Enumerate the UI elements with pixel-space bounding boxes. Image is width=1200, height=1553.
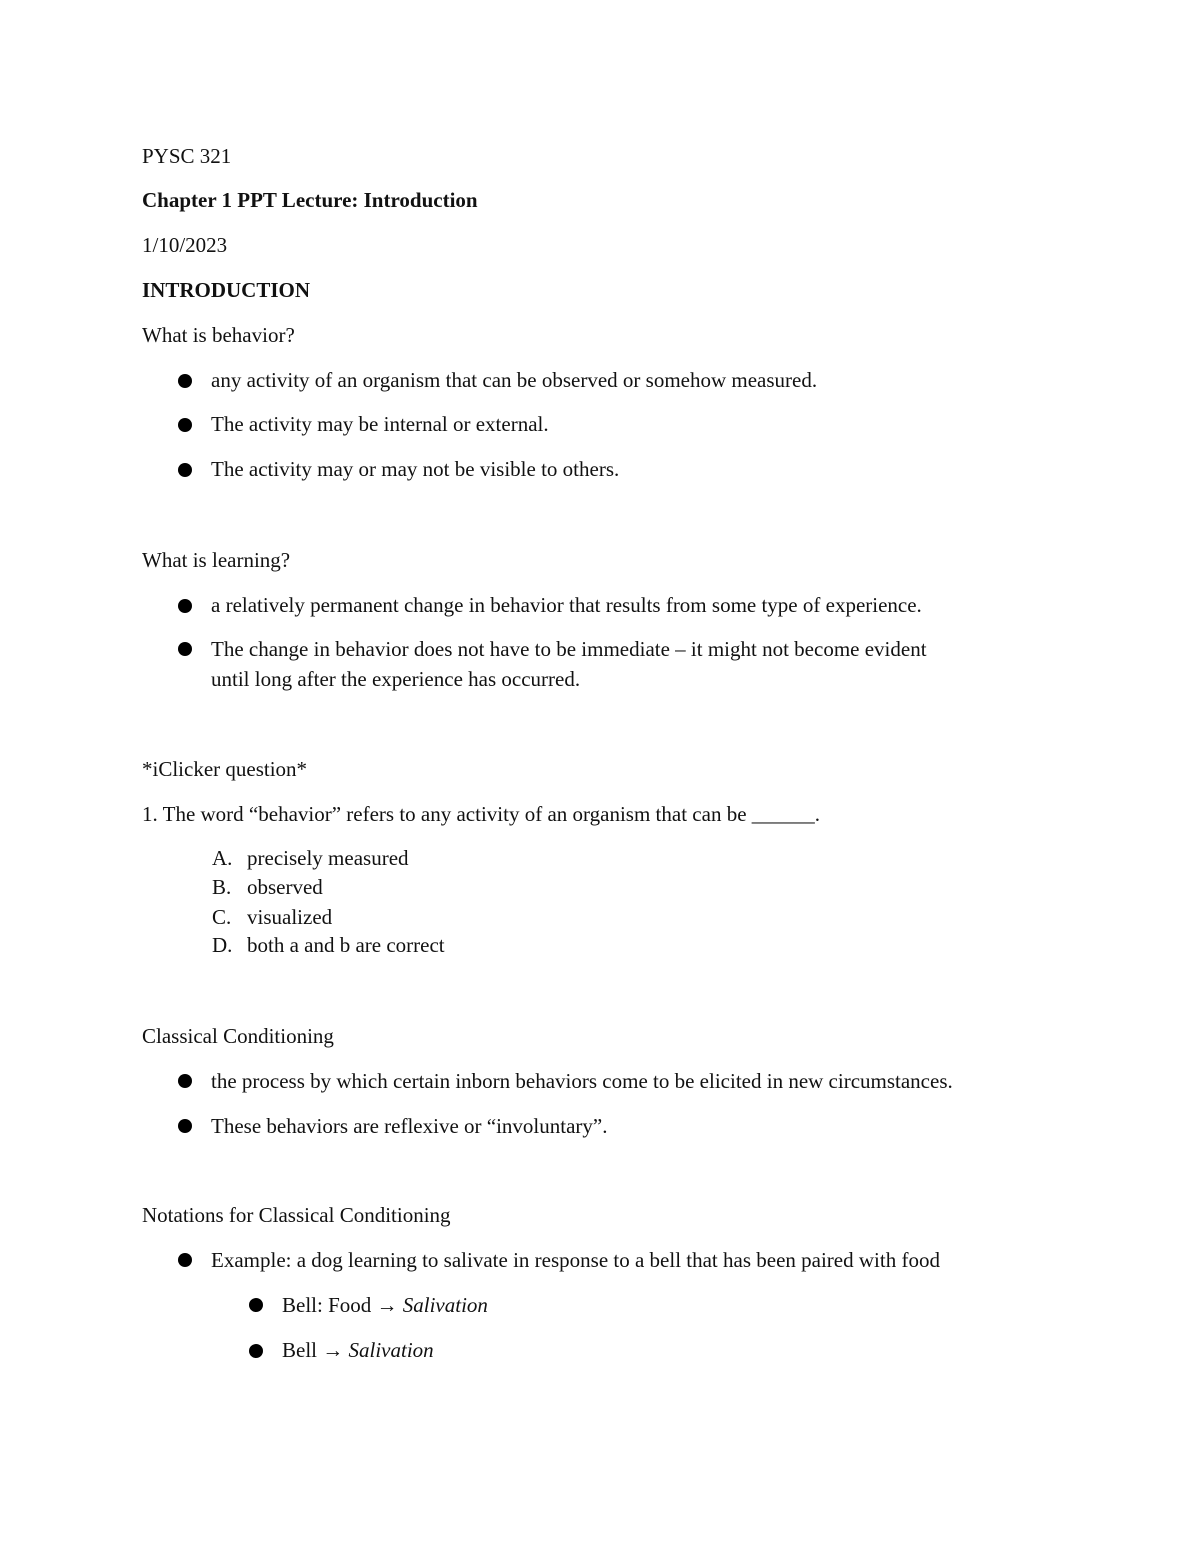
bullet-icon [249,1344,263,1358]
bullet-icon [178,599,192,613]
choice-text: visualized [247,905,333,929]
notations-example: Example: a dog learning to salivate in response to a bell that has been paired with food [211,1248,940,1272]
behavior-bullet-1: any activity of an organism that can be observed or somehow measured. [211,368,818,392]
choice-text: observed [247,875,323,899]
choice-text: precisely measured [247,846,409,870]
choice-letter: D. [212,933,233,957]
lecture-date: 1/10/2023 [142,233,228,257]
bullet-icon [178,1253,192,1267]
learning-bullet-2: The change in behavior does not have to be immediate – it might not become evident [211,637,927,661]
bullet-icon [178,418,192,432]
bullet-icon [178,642,192,656]
choice-letter: A. [212,846,233,870]
iclicker-label: *iClicker question* [142,757,308,781]
section-heading: INTRODUCTION [142,278,311,302]
notation-sub-1-response: Salivation [402,1293,488,1317]
choice-letter: C. [212,905,232,929]
classical-bullet-2: These behaviors are reflexive or “involuntary”. [211,1114,608,1138]
classical-heading: Classical Conditioning [142,1024,334,1048]
choice-text: both a and b are correct [247,933,445,957]
iclicker-question: 1. The word “behavior” refers to any activity of an organism that can be ______. [142,802,821,826]
notation-sub-2-response: Salivation [348,1338,434,1362]
notation-sub-2-prefix: Bell → [282,1338,349,1362]
notation-sub-2 [282,1338,434,1363]
bullet-icon [249,1298,263,1312]
behavior-bullet-2: The activity may be internal or external. [211,412,549,436]
learning-question: What is learning? [142,548,291,572]
bullet-icon [178,1074,192,1088]
bullet-icon [178,1119,192,1133]
notation-sub-1 [282,1293,488,1318]
lecture-title: Chapter 1 PPT Lecture: Introduction [142,188,478,212]
learning-bullet-2-continued: until long after the experience has occurred. [211,667,581,691]
bullet-icon [178,374,192,388]
bullet-icon [178,463,192,477]
notation-sub-1-prefix: Bell: Food → [282,1293,403,1317]
behavior-question: What is behavior? [142,323,295,347]
classical-bullet-1: the process by which certain inborn behaviors come to be elicited in new circumstances. [211,1069,953,1093]
learning-bullet-1: a relatively permanent change in behavior that results from some type of experience. [211,593,922,617]
course-code: PYSC 321 [142,144,232,168]
notations-heading: Notations for Classical Conditioning [142,1203,451,1227]
choice-letter: B. [212,875,232,899]
behavior-bullet-3: The activity may or may not be visible to others. [211,457,620,481]
